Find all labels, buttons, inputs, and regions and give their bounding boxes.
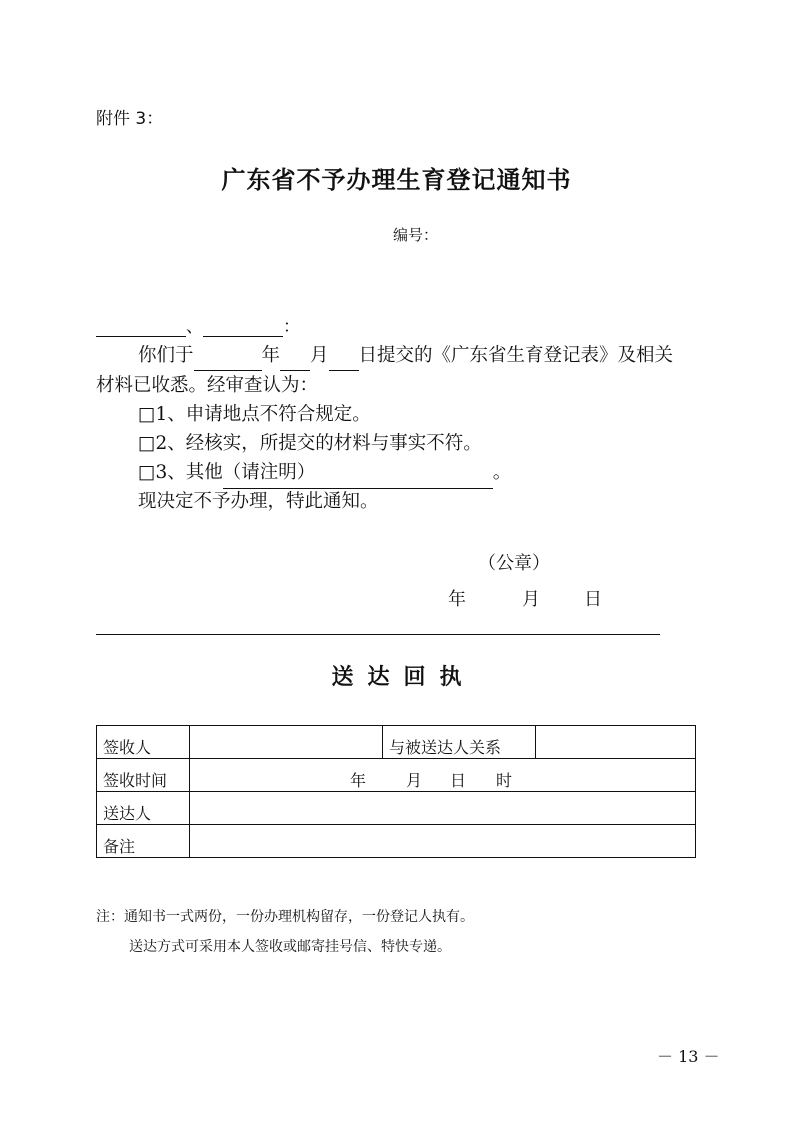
option-3-period: 。	[492, 462, 512, 483]
signer-label: 签收人	[97, 726, 190, 759]
remarks-value	[190, 825, 696, 858]
document-title: 广东省不予办理生育登记通知书	[221, 165, 572, 194]
year-blank	[194, 352, 262, 371]
note-line-1: 注：通知书一式两份，一份办理机构留存，一份登记人执有。	[96, 909, 474, 925]
addressee-colon: ：	[283, 317, 300, 337]
date-day: 日	[584, 589, 602, 610]
option-1: □1、申请地点不符合规定。	[138, 404, 371, 425]
addressee-blank-1	[96, 318, 186, 337]
sign-time-label: 签收时间	[97, 759, 190, 792]
body-text: 日提交的《广东省生育登记表》及相关	[358, 345, 674, 366]
divider-line	[96, 634, 660, 635]
body-paragraph-line-2: 材料已收悉。经审查认为：	[96, 375, 319, 396]
sign-time-value	[190, 759, 696, 792]
month-label: 月	[310, 345, 329, 366]
time-year: 年	[350, 771, 367, 790]
issue-date	[448, 585, 602, 611]
receipt-title: 送达回执	[331, 664, 476, 690]
month-blank	[280, 352, 310, 371]
relation-value	[536, 726, 696, 759]
time-month: 月	[406, 771, 423, 790]
note-line-2: 送达方式可采用本人签收或邮寄挂号信、特快专递。	[129, 939, 451, 955]
serial-number-label: 编号：	[393, 226, 439, 244]
relation-label: 与被送达人关系	[383, 726, 536, 759]
date-year: 年	[448, 589, 466, 610]
body-paragraph-line-1	[138, 340, 673, 371]
body-text: 你们于	[138, 345, 194, 366]
option-3	[138, 457, 511, 489]
remarks-label: 备注	[97, 825, 190, 858]
option-2: □2、经核实，所提交的材料与事实不符。	[138, 433, 482, 454]
decision-text: 现决定不予办理，特此通知。	[138, 491, 379, 512]
addressee-blank-2	[203, 318, 283, 337]
option-3-label: □3、其他	[138, 462, 223, 483]
time-day: 日	[450, 771, 467, 790]
official-seal-label: （公章）	[478, 553, 550, 574]
year-label: 年	[261, 345, 281, 366]
receipt-table	[96, 725, 696, 858]
day-blank	[329, 352, 359, 371]
deliverer-value	[190, 792, 696, 825]
option-3-hint: （请注明）	[222, 462, 316, 483]
signer-value	[190, 726, 383, 759]
page-number: － 13 －	[657, 1047, 720, 1066]
attachment-label: 附件 3：	[96, 109, 164, 129]
date-month: 月	[522, 589, 540, 610]
option-3-blank	[223, 457, 493, 489]
time-hour: 时	[496, 771, 513, 790]
addressee-line	[96, 312, 300, 337]
deliverer-label: 送达人	[97, 792, 190, 825]
addressee-separator: 、	[186, 317, 203, 337]
